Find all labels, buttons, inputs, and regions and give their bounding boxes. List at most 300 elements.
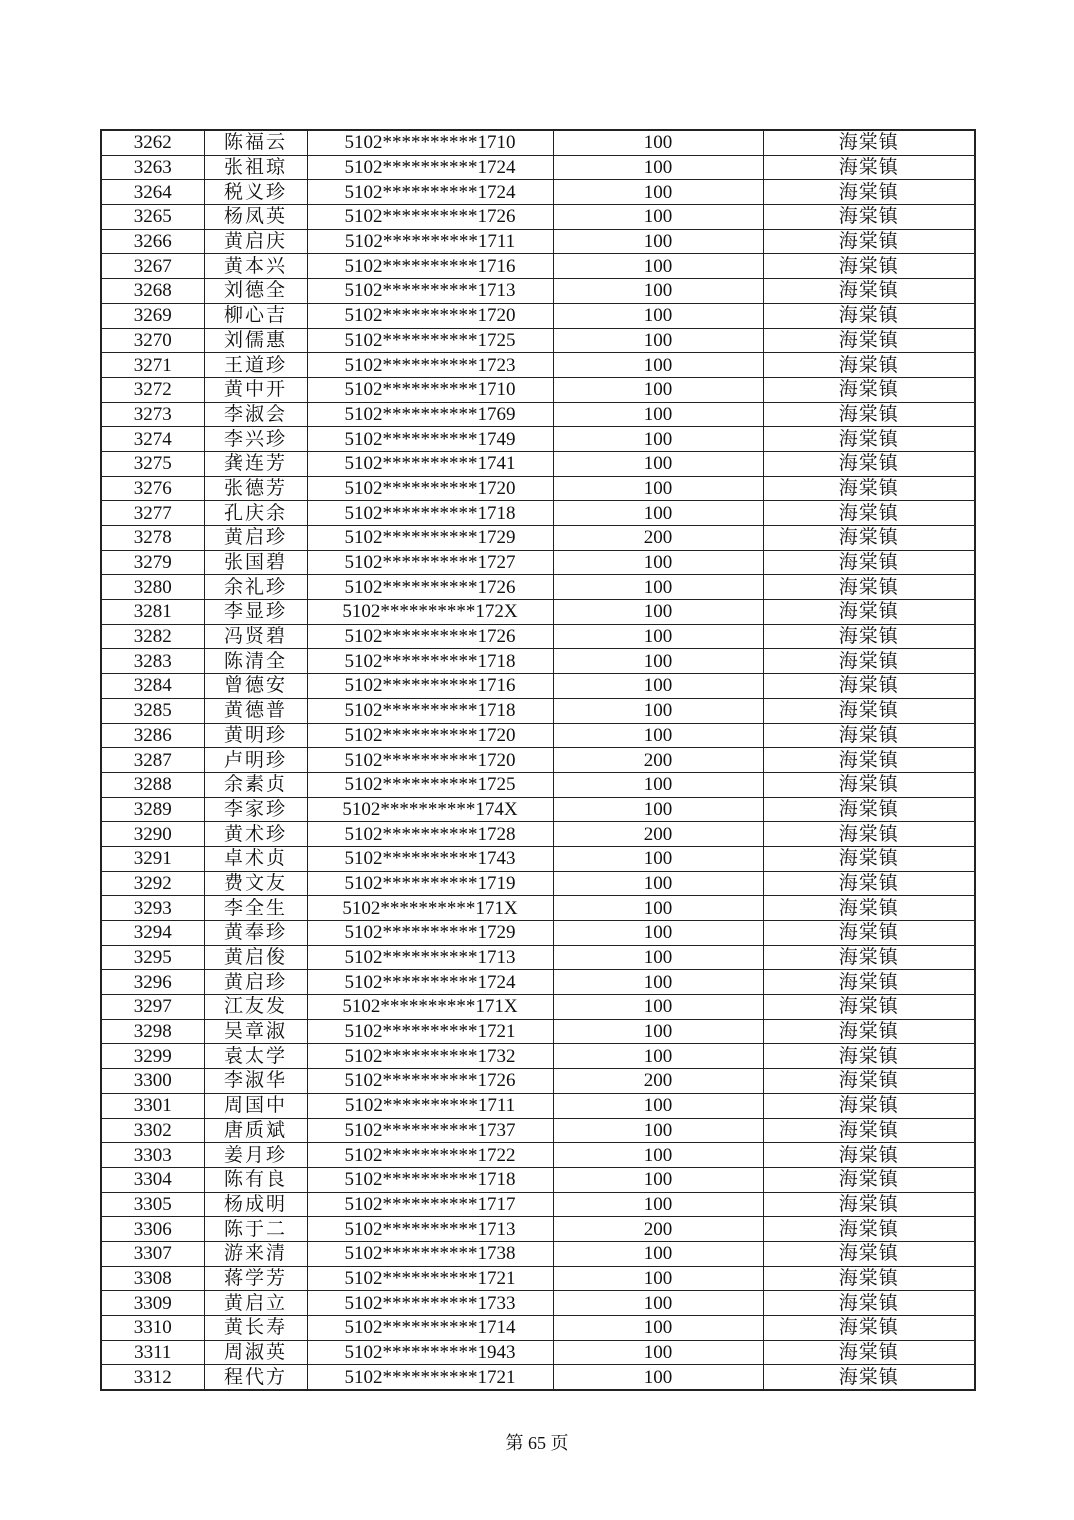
amount-cell: 100: [553, 254, 763, 279]
town-cell: 海棠镇: [763, 1143, 975, 1168]
table-row: [101, 575, 975, 600]
table-row: [101, 476, 975, 501]
id-number-cell: 5102**********171X: [307, 896, 553, 921]
name-cell: 余礼珍: [204, 575, 307, 600]
row-number-cell: 3272: [101, 377, 204, 402]
town-cell: 海棠镇: [763, 205, 975, 230]
id-number-cell: 5102**********171X: [307, 995, 553, 1020]
name-cell: 李显珍: [204, 600, 307, 625]
table-row: [101, 1291, 975, 1316]
amount-cell: 100: [553, 155, 763, 180]
id-number-cell: 5102**********1721: [307, 1019, 553, 1044]
id-number-cell: 5102**********1769: [307, 402, 553, 427]
table-row: [101, 205, 975, 230]
table-row: [101, 353, 975, 378]
name-cell: 冯贤碧: [204, 624, 307, 649]
id-number-cell: 5102**********174X: [307, 797, 553, 822]
town-cell: 海棠镇: [763, 674, 975, 699]
amount-cell: 100: [553, 130, 763, 155]
name-cell: 费文友: [204, 871, 307, 896]
id-number-cell: 5102**********1729: [307, 526, 553, 551]
amount-cell: 100: [553, 896, 763, 921]
name-cell: 余素贞: [204, 772, 307, 797]
row-number-cell: 3300: [101, 1069, 204, 1094]
table-row: [101, 1167, 975, 1192]
amount-cell: 100: [553, 575, 763, 600]
table-row: [101, 303, 975, 328]
id-number-cell: 5102**********1725: [307, 328, 553, 353]
name-cell: 陈清全: [204, 649, 307, 674]
table-row: [101, 1217, 975, 1242]
amount-cell: 100: [553, 1167, 763, 1192]
name-cell: 李兴珍: [204, 427, 307, 452]
table-row: [101, 1118, 975, 1143]
name-cell: 龚连芳: [204, 451, 307, 476]
id-number-cell: 5102**********1723: [307, 353, 553, 378]
name-cell: 黄德普: [204, 698, 307, 723]
row-number-cell: 3312: [101, 1365, 204, 1390]
id-number-cell: 5102**********1749: [307, 427, 553, 452]
amount-cell: 100: [553, 1266, 763, 1291]
amount-cell: 100: [553, 328, 763, 353]
name-cell: 陈于二: [204, 1217, 307, 1242]
row-number-cell: 3295: [101, 945, 204, 970]
town-cell: 海棠镇: [763, 1340, 975, 1365]
row-number-cell: 3284: [101, 674, 204, 699]
amount-cell: 100: [553, 550, 763, 575]
amount-cell: 200: [553, 822, 763, 847]
row-number-cell: 3274: [101, 427, 204, 452]
name-cell: 黄启珍: [204, 970, 307, 995]
row-number-cell: 3296: [101, 970, 204, 995]
name-cell: 周国中: [204, 1093, 307, 1118]
name-cell: 李家珍: [204, 797, 307, 822]
table-row: [101, 674, 975, 699]
table-row: [101, 1069, 975, 1094]
town-cell: 海棠镇: [763, 402, 975, 427]
town-cell: 海棠镇: [763, 1217, 975, 1242]
table-row: [101, 1192, 975, 1217]
town-cell: 海棠镇: [763, 1241, 975, 1266]
town-cell: 海棠镇: [763, 1019, 975, 1044]
table-row: [101, 1266, 975, 1291]
town-cell: 海棠镇: [763, 427, 975, 452]
row-number-cell: 3293: [101, 896, 204, 921]
row-number-cell: 3271: [101, 353, 204, 378]
amount-cell: 100: [553, 427, 763, 452]
town-cell: 海棠镇: [763, 303, 975, 328]
town-cell: 海棠镇: [763, 1118, 975, 1143]
table-row: [101, 402, 975, 427]
town-cell: 海棠镇: [763, 772, 975, 797]
town-cell: 海棠镇: [763, 797, 975, 822]
amount-cell: 100: [553, 723, 763, 748]
amount-cell: 200: [553, 526, 763, 551]
row-number-cell: 3263: [101, 155, 204, 180]
table-row: [101, 1340, 975, 1365]
amount-cell: 100: [553, 624, 763, 649]
row-number-cell: 3278: [101, 526, 204, 551]
row-number-cell: 3286: [101, 723, 204, 748]
table-row: [101, 229, 975, 254]
town-cell: 海棠镇: [763, 501, 975, 526]
id-number-cell: 5102**********1741: [307, 451, 553, 476]
name-cell: 刘德全: [204, 279, 307, 304]
name-cell: 张国碧: [204, 550, 307, 575]
id-number-cell: 5102**********1729: [307, 921, 553, 946]
town-cell: 海棠镇: [763, 846, 975, 871]
table-row: [101, 748, 975, 773]
id-number-cell: 5102**********1737: [307, 1118, 553, 1143]
amount-cell: 100: [553, 451, 763, 476]
row-number-cell: 3275: [101, 451, 204, 476]
row-number-cell: 3282: [101, 624, 204, 649]
table-row: [101, 155, 975, 180]
row-number-cell: 3301: [101, 1093, 204, 1118]
row-number-cell: 3307: [101, 1241, 204, 1266]
town-cell: 海棠镇: [763, 451, 975, 476]
table-row: [101, 871, 975, 896]
row-number-cell: 3311: [101, 1340, 204, 1365]
town-cell: 海棠镇: [763, 476, 975, 501]
name-cell: 黄长寿: [204, 1316, 307, 1341]
row-number-cell: 3298: [101, 1019, 204, 1044]
table-row: [101, 797, 975, 822]
amount-cell: 100: [553, 279, 763, 304]
row-number-cell: 3290: [101, 822, 204, 847]
id-number-cell: 5102**********1726: [307, 1069, 553, 1094]
row-number-cell: 3303: [101, 1143, 204, 1168]
town-cell: 海棠镇: [763, 1192, 975, 1217]
town-cell: 海棠镇: [763, 254, 975, 279]
town-cell: 海棠镇: [763, 624, 975, 649]
row-number-cell: 3280: [101, 575, 204, 600]
town-cell: 海棠镇: [763, 945, 975, 970]
row-number-cell: 3270: [101, 328, 204, 353]
row-number-cell: 3268: [101, 279, 204, 304]
amount-cell: 100: [553, 970, 763, 995]
name-cell: 张祖琼: [204, 155, 307, 180]
table-row: [101, 970, 975, 995]
name-cell: 杨成明: [204, 1192, 307, 1217]
id-number-cell: 5102**********1721: [307, 1365, 553, 1390]
town-cell: 海棠镇: [763, 1093, 975, 1118]
name-cell: 黄本兴: [204, 254, 307, 279]
town-cell: 海棠镇: [763, 575, 975, 600]
row-number-cell: 3302: [101, 1118, 204, 1143]
name-cell: 柳心吉: [204, 303, 307, 328]
row-number-cell: 3289: [101, 797, 204, 822]
table-row: [101, 1044, 975, 1069]
row-number-cell: 3262: [101, 130, 204, 155]
name-cell: 李淑会: [204, 402, 307, 427]
town-cell: 海棠镇: [763, 550, 975, 575]
table-row: [101, 600, 975, 625]
row-number-cell: 3299: [101, 1044, 204, 1069]
id-number-cell: 5102**********1724: [307, 970, 553, 995]
amount-cell: 100: [553, 945, 763, 970]
id-number-cell: 5102**********1711: [307, 229, 553, 254]
id-number-cell: 5102**********1743: [307, 846, 553, 871]
amount-cell: 100: [553, 1291, 763, 1316]
town-cell: 海棠镇: [763, 822, 975, 847]
table-row: [101, 328, 975, 353]
amount-cell: 100: [553, 1340, 763, 1365]
amount-cell: 100: [553, 1316, 763, 1341]
name-cell: 黄启俊: [204, 945, 307, 970]
table-row: [101, 427, 975, 452]
id-number-cell: 5102**********1717: [307, 1192, 553, 1217]
row-number-cell: 3281: [101, 600, 204, 625]
id-number-cell: 5102**********1724: [307, 180, 553, 205]
row-number-cell: 3287: [101, 748, 204, 773]
name-cell: 王道珍: [204, 353, 307, 378]
table-row: [101, 377, 975, 402]
table-row: [101, 1143, 975, 1168]
town-cell: 海棠镇: [763, 871, 975, 896]
town-cell: 海棠镇: [763, 995, 975, 1020]
row-number-cell: 3297: [101, 995, 204, 1020]
town-cell: 海棠镇: [763, 353, 975, 378]
town-cell: 海棠镇: [763, 130, 975, 155]
amount-cell: 100: [553, 649, 763, 674]
row-number-cell: 3310: [101, 1316, 204, 1341]
id-number-cell: 5102**********1726: [307, 575, 553, 600]
town-cell: 海棠镇: [763, 970, 975, 995]
id-number-cell: 5102**********1943: [307, 1340, 553, 1365]
id-number-cell: 5102**********1710: [307, 377, 553, 402]
town-cell: 海棠镇: [763, 1044, 975, 1069]
id-number-cell: 5102**********1728: [307, 822, 553, 847]
town-cell: 海棠镇: [763, 1069, 975, 1094]
row-number-cell: 3291: [101, 846, 204, 871]
row-number-cell: 3308: [101, 1266, 204, 1291]
id-number-cell: 5102**********1726: [307, 624, 553, 649]
table-row: [101, 896, 975, 921]
id-number-cell: 5102**********1716: [307, 674, 553, 699]
amount-cell: 100: [553, 353, 763, 378]
name-cell: 李淑华: [204, 1069, 307, 1094]
amount-cell: 100: [553, 1118, 763, 1143]
name-cell: 黄明珍: [204, 723, 307, 748]
amount-cell: 100: [553, 501, 763, 526]
town-cell: 海棠镇: [763, 328, 975, 353]
id-number-cell: 5102**********1733: [307, 1291, 553, 1316]
name-cell: 唐质斌: [204, 1118, 307, 1143]
name-cell: 李全生: [204, 896, 307, 921]
town-cell: 海棠镇: [763, 180, 975, 205]
town-cell: 海棠镇: [763, 526, 975, 551]
table-row: [101, 254, 975, 279]
table-row: [101, 130, 975, 155]
row-number-cell: 3305: [101, 1192, 204, 1217]
id-number-cell: 5102**********1725: [307, 772, 553, 797]
row-number-cell: 3294: [101, 921, 204, 946]
amount-cell: 100: [553, 1241, 763, 1266]
amount-cell: 100: [553, 476, 763, 501]
table-row: [101, 723, 975, 748]
name-cell: 游来清: [204, 1241, 307, 1266]
name-cell: 孔庆余: [204, 501, 307, 526]
row-number-cell: 3277: [101, 501, 204, 526]
table-row: [101, 995, 975, 1020]
amount-cell: 200: [553, 748, 763, 773]
row-number-cell: 3265: [101, 205, 204, 230]
name-cell: 陈福云: [204, 130, 307, 155]
name-cell: 黄奉珍: [204, 921, 307, 946]
amount-cell: 100: [553, 303, 763, 328]
town-cell: 海棠镇: [763, 748, 975, 773]
id-number-cell: 5102**********1711: [307, 1093, 553, 1118]
town-cell: 海棠镇: [763, 921, 975, 946]
table-row: [101, 846, 975, 871]
id-number-cell: 5102**********1719: [307, 871, 553, 896]
row-number-cell: 3288: [101, 772, 204, 797]
name-cell: 周淑英: [204, 1340, 307, 1365]
amount-cell: 100: [553, 600, 763, 625]
table-row: [101, 279, 975, 304]
name-cell: 卓术贞: [204, 846, 307, 871]
id-number-cell: 5102**********1726: [307, 205, 553, 230]
id-number-cell: 5102**********1716: [307, 254, 553, 279]
amount-cell: 200: [553, 1217, 763, 1242]
name-cell: 卢明珍: [204, 748, 307, 773]
id-number-cell: 5102**********1713: [307, 945, 553, 970]
id-number-cell: 5102**********1721: [307, 1266, 553, 1291]
name-cell: 吴章淑: [204, 1019, 307, 1044]
table-row: [101, 1241, 975, 1266]
table-row: [101, 1365, 975, 1390]
table-row: [101, 772, 975, 797]
name-cell: 黄启立: [204, 1291, 307, 1316]
name-cell: 蒋学芳: [204, 1266, 307, 1291]
town-cell: 海棠镇: [763, 279, 975, 304]
table-row: [101, 501, 975, 526]
id-number-cell: 5102**********1718: [307, 1167, 553, 1192]
table-row: [101, 1019, 975, 1044]
amount-cell: 100: [553, 205, 763, 230]
table-row: [101, 451, 975, 476]
amount-cell: 100: [553, 180, 763, 205]
id-number-cell: 5102**********1710: [307, 130, 553, 155]
name-cell: 刘儒惠: [204, 328, 307, 353]
amount-cell: 100: [553, 402, 763, 427]
amount-cell: 100: [553, 229, 763, 254]
town-cell: 海棠镇: [763, 1291, 975, 1316]
amount-cell: 100: [553, 1192, 763, 1217]
id-number-cell: 5102**********1714: [307, 1316, 553, 1341]
name-cell: 杨凤英: [204, 205, 307, 230]
row-number-cell: 3267: [101, 254, 204, 279]
page-number: 第 65 页: [505, 1433, 569, 1453]
name-cell: 税义珍: [204, 180, 307, 205]
town-cell: 海棠镇: [763, 1167, 975, 1192]
town-cell: 海棠镇: [763, 229, 975, 254]
roster-table: [100, 129, 976, 1391]
town-cell: 海棠镇: [763, 723, 975, 748]
town-cell: 海棠镇: [763, 1365, 975, 1390]
id-number-cell: 5102**********1713: [307, 1217, 553, 1242]
table-row: [101, 550, 975, 575]
amount-cell: 200: [553, 1069, 763, 1094]
id-number-cell: 5102**********1720: [307, 476, 553, 501]
id-number-cell: 5102**********1720: [307, 748, 553, 773]
amount-cell: 100: [553, 871, 763, 896]
row-number-cell: 3304: [101, 1167, 204, 1192]
id-number-cell: 5102**********172X: [307, 600, 553, 625]
amount-cell: 100: [553, 772, 763, 797]
row-number-cell: 3309: [101, 1291, 204, 1316]
name-cell: 程代方: [204, 1365, 307, 1390]
name-cell: 黄中开: [204, 377, 307, 402]
name-cell: 张德芳: [204, 476, 307, 501]
id-number-cell: 5102**********1713: [307, 279, 553, 304]
amount-cell: 100: [553, 995, 763, 1020]
id-number-cell: 5102**********1727: [307, 550, 553, 575]
name-cell: 袁太学: [204, 1044, 307, 1069]
table-row: [101, 1093, 975, 1118]
name-cell: 曾德安: [204, 674, 307, 699]
name-cell: 黄启珍: [204, 526, 307, 551]
row-number-cell: 3273: [101, 402, 204, 427]
table-row: [101, 526, 975, 551]
town-cell: 海棠镇: [763, 1316, 975, 1341]
table-row: [101, 180, 975, 205]
amount-cell: 100: [553, 698, 763, 723]
name-cell: 黄术珍: [204, 822, 307, 847]
town-cell: 海棠镇: [763, 600, 975, 625]
table-row: [101, 921, 975, 946]
town-cell: 海棠镇: [763, 377, 975, 402]
id-number-cell: 5102**********1722: [307, 1143, 553, 1168]
id-number-cell: 5102**********1718: [307, 649, 553, 674]
amount-cell: 100: [553, 921, 763, 946]
table-row: [101, 945, 975, 970]
id-number-cell: 5102**********1718: [307, 698, 553, 723]
name-cell: 姜月珍: [204, 1143, 307, 1168]
row-number-cell: 3279: [101, 550, 204, 575]
id-number-cell: 5102**********1732: [307, 1044, 553, 1069]
id-number-cell: 5102**********1738: [307, 1241, 553, 1266]
table-row: [101, 649, 975, 674]
table-row: [101, 1316, 975, 1341]
row-number-cell: 3292: [101, 871, 204, 896]
amount-cell: 100: [553, 674, 763, 699]
row-number-cell: 3276: [101, 476, 204, 501]
name-cell: 黄启庆: [204, 229, 307, 254]
table-row: [101, 698, 975, 723]
id-number-cell: 5102**********1720: [307, 303, 553, 328]
amount-cell: 100: [553, 846, 763, 871]
amount-cell: 100: [553, 1365, 763, 1390]
row-number-cell: 3283: [101, 649, 204, 674]
amount-cell: 100: [553, 1093, 763, 1118]
town-cell: 海棠镇: [763, 896, 975, 921]
row-number-cell: 3264: [101, 180, 204, 205]
id-number-cell: 5102**********1720: [307, 723, 553, 748]
town-cell: 海棠镇: [763, 1266, 975, 1291]
id-number-cell: 5102**********1724: [307, 155, 553, 180]
name-cell: 江友发: [204, 995, 307, 1020]
amount-cell: 100: [553, 797, 763, 822]
row-number-cell: 3285: [101, 698, 204, 723]
amount-cell: 100: [553, 377, 763, 402]
name-cell: 陈有良: [204, 1167, 307, 1192]
amount-cell: 100: [553, 1044, 763, 1069]
amount-cell: 100: [553, 1143, 763, 1168]
id-number-cell: 5102**********1718: [307, 501, 553, 526]
town-cell: 海棠镇: [763, 698, 975, 723]
